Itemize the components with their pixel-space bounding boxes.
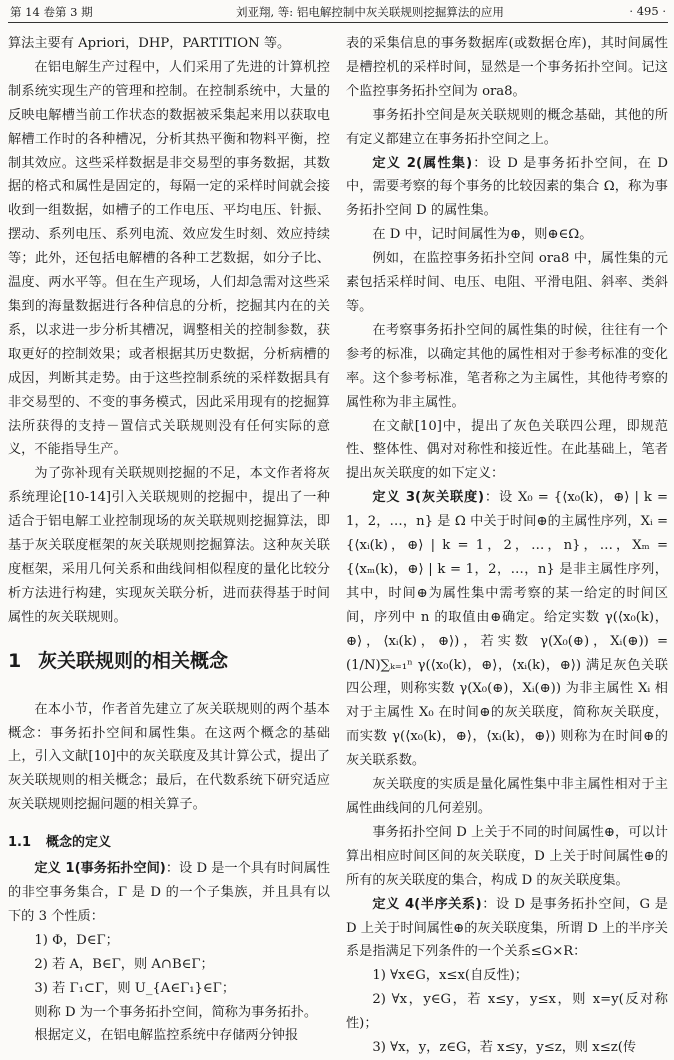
list-item: 3) ∀x，y，z∈G，若 x≤y，y≤z，则 x≤z(传 [372,1040,637,1056]
list-item: 3) 若 Γ₁⊂Γ，则 U_{A∈Γ₁}∈Γ； [34,980,236,996]
paragraph: 事务拓扑空间是灰关联规则的概念基础，其他的所有定义都建立在事务拓扑空间之上。 [346,107,668,147]
section-heading [8,648,330,674]
right-column [346,32,668,1060]
subsection-heading [8,831,330,855]
section-number: 1 [8,649,22,672]
subsection-title: 概念的定义 [46,835,112,851]
paragraph: 算法主要有 Apriori，DHP，PARTITION 等。 [8,36,291,51]
definition-label: 定义 2(属性集) [372,155,473,171]
paragraph: 根据定义，在铝电解监控系统中存储两分钟报 [34,1028,299,1044]
paragraph: 为了弥补现有关联规则挖掘的不足，本文作者将灰系统理论[10-14]引入关联规则的挖掘中，提出了一种适合于铝电解工业控制现场的灰关联规则挖掘算法，即基于灰关联度框架的灰关联规则挖掘算法。这种灰关联度框架，采用几何关系和曲线间相似程度的量化比较分析方法进行构建，实现灰关联分析，进而获得基于时间属性的灰关联规则。 [8,466,330,625]
definition-3 [346,486,668,773]
section-title: 灰关联规则的相关概念 [38,649,229,672]
definition-text: ：设 D 是一个具有时间属性的非空事务集合，Γ 是 D 的一个子集族，并且具有以下的 3 个性质： [8,861,330,924]
paragraph: 在 D 中，记时间属性为⊕，则⊕∈Ω。 [372,227,593,243]
paragraph: 事务拓扑空间 D 上关于不同的时间属性⊕，可以计算出相应时间区间的灰关联度，D 上关于时间属性⊕的所有的灰关联度的集合，构成 D 的灰关联度集。 [346,824,668,888]
definition-text: ：设 X₀ = {⟨x₀(k)，⊕⟩ | k = 1，2，…，n} 是 Ω 中关于时间⊕的主属性序列，Xᵢ = {⟨xᵢ(k)，⊕⟩ | k = 1，2，…，n}，…，Xₘ = {⟨xₘ(k)，⊕⟩ | k = 1，2，…，n} 是非主属性序列，其中，时间⊕为属性集中需考察的某一给定的时间区间，序列中 n 的取值由⊕确定。给定实数 γ(⟨x₀(k)，⊕⟩，⟨xᵢ(k)，⊕⟩)，若实数 γ(X₀(⊕)，Xᵢ(⊕)) = (1/N)∑ₖ₌₁ⁿ γ(⟨x₀(k)，⊕⟩，⟨xᵢ(k)，⊕⟩) 满足灰色关联四公理，则称实数 γ(X₀(⊕)，Xᵢ(⊕)) 为非主属性 Xᵢ 相对于主属性 X₀ 在时间⊕的灰关联度，简称灰关联度，而实数 γ(⟨x₀(k)，⊕⟩，⟨xᵢ(k)，⊕⟩) 则称为在时间⊕的灰关联系数。 [346,490,668,769]
left-column [8,32,330,1048]
paragraph: 在本小节，作者首先建立了灰关联规则的两个基本概念：事务拓扑空间和属性集。在这两个概念的基础上，引入文献[10]中的灰关联度及其计算公式，提出了灰关联规则的相关概念；最后，在代数系统下研究适应灰关联规则挖掘问题的相关算子。 [8,701,330,813]
paragraph: 在文献[10]中，提出了灰色关联四公理，即规范性、整体性、偶对对称性和接近性。在此基础上，笔者提出灰关联度的如下定义： [346,418,668,482]
definition-label: 定义 4(半序关系) [372,896,482,912]
paragraph: 表的采集信息的事务数据库(或数据仓库)，其时间属性是槽控机的采样时间，显然是一个事务拓扑空间。记这个监控事务拓扑空间为 ora8。 [346,36,668,99]
paragraph: 灰关联度的实质是量化属性集中非主属性相对于主属性曲线间的几何差别。 [346,777,668,816]
running-title: 刘亚翔, 等: 铝电解控制中灰关联规则挖掘算法的应用 [236,5,504,19]
list-item: 1) Φ，D∈Γ； [34,932,119,948]
paragraph: 则称 D 为一个事务拓扑空间，简称为事务拓扑。 [34,1004,318,1020]
paragraph: 在考察事务拓扑空间的属性集的时候，往往有一个参考的标准，以确定其他的属性相对于参考标准的变化率。这个参考标准，笔者称之为主属性，其他待考察的属性称为非主属性。 [346,322,668,410]
definition-text: ：设 D 是事务拓扑空间，G 是 D 上关于时间属性⊕的灰关联度集，所谓 D 上的半序关系是指满足下列条件的一个关系≤G×R： [346,896,668,960]
paragraph: 例如，在监控事务拓扑空间 ora8 中，属性集的元素包括采样时间、电压、电阻、平滑电阻、斜率、类斜等。 [346,251,668,314]
header-rule [8,22,668,23]
subsection-number: 1.1 [8,835,32,851]
definition-label: 定义 1(事务拓扑空间) [34,861,166,877]
journal-volume: 第 14 卷第 3 期 [10,5,93,19]
definition-label: 定义 3(灰关联度) [372,490,485,506]
definition-2 [346,152,668,224]
page-number: · 495 · [629,4,666,18]
list-item: 1) ∀x∈G，x≤x(自反性)； [372,968,528,984]
paragraph: 在铝电解生产过程中，人们采用了先进的计算机控制系统实现生产的管理和控制。在控制系统中，大量的反映电解槽当前工作状态的数据被采集起来用以获取电解槽工作时的各种槽况，分析其热平衡和物料平衡，控制其效应。这些采样数据是非交易型的事务数据，其数据的格式和属性是固定的，每隔一定的采样时间就会接收到一组数据，如槽子的工作电压、平均电压、针振、摆动、系列电压、系列电流、效应发生时刻、效应持续等；此外，还包括电解槽的各种工艺数据，如分子比、温度、两水平等。但在生产现场，人们却急需对这些采集到的海量数据进行各种信息的分析，挖掘其内在的关系，以求进一步分析其槽况，调整相关的控制参数，获取更好的控制效果；或者根据其历史数据，分析病槽的成因，判断其走势。由于这些控制系统的采样数据具有非交易型的、不变的事务模式，因此采用现有的挖掘算法所获得的支持－置信式关联规则没有任何实际的意义，不能指导生产。 [8,59,330,458]
page-header [0,0,674,24]
definition-4 [346,893,668,965]
list-item: 2) ∀x，y∈G，若 x≤y，y≤x，则 x=y(反对称性)； [346,992,668,1032]
definition-text: ：设 D 是事务拓扑空间，在 D 中，需要考察的每个事务的比较因素的集合 Ω，称为事务拓扑空间 D 的属性集。 [346,155,668,219]
definition-1 [8,857,330,929]
list-item: 2) 若 A，B∈Γ，则 A∩B∈Γ； [34,956,214,972]
